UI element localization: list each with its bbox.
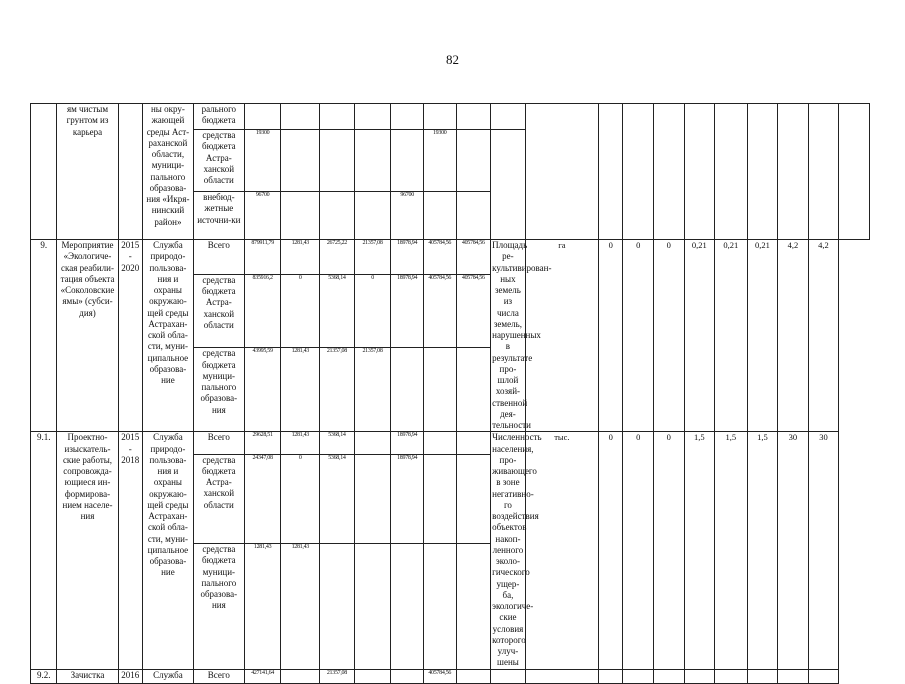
cell-91-executor: Служба природо-пользова-ния и охраны окружаю-щей среды Астрахан-ской обла-сти, муни-ципальное образова-ние: [142, 432, 193, 669]
cell-9-reg-2018: 18978,94: [391, 274, 424, 347]
cell-92-src-all: Всего: [193, 669, 244, 683]
cell-cont-ext-2020: 96700: [391, 192, 424, 240]
cell-9-all-2015: 1281,43: [281, 240, 320, 275]
cell-cont-reg-total: 19300: [244, 130, 281, 192]
cell-9-mun-total: 43995,59: [244, 348, 281, 432]
cell-9-src-all: Всего: [193, 240, 244, 275]
cell-cont-event: ям чистым грунтом из карьера: [57, 104, 118, 240]
cell-91-all-2015: 1281,43: [281, 432, 320, 454]
cell-9-executor: Служба природо-пользова-ния и охраны окружаю-щей среды Астрахан-ской обла-сти, муни-ципальное образова-ние: [142, 240, 193, 432]
cell-9-reg-2016: 5368,14: [320, 274, 355, 347]
cell-92-executor: Служба: [142, 669, 193, 683]
cell-cont-num: [31, 104, 57, 240]
cell-9-ind-7: 4,2: [808, 240, 839, 432]
period-9-start: 2015: [121, 240, 140, 250]
cell-91-mun-total: 1281,43: [244, 544, 281, 669]
cell-9-reg-2015: 0: [281, 274, 320, 347]
cell-9-unit: га: [525, 240, 598, 432]
cell-92-all-2016: 21357,08: [320, 669, 355, 683]
period-91-dash: -: [128, 443, 132, 454]
cell-91-src-mun: средства бюджета муници-пального образова-ния: [193, 544, 244, 669]
cell-91-reg-2015: 0: [281, 454, 320, 544]
cell-91-src-reg: средства бюджета Астра-ханской области: [193, 454, 244, 544]
cell-9-reg-2017: 0: [354, 274, 391, 347]
cell-91-ind-5: 1,5: [747, 432, 778, 669]
cell-9-ind-3: 0,21: [684, 240, 715, 432]
cell-9-reg-2020: 405784,56: [456, 274, 491, 347]
table-row-91-all: [31, 432, 870, 454]
cell-9-ind-5: 0,21: [747, 240, 778, 432]
cell-91-all-2016: 5368,14: [320, 432, 355, 454]
cell-91-ind-6: 30: [778, 432, 809, 669]
cell-9-reg-2019: 405784,56: [423, 274, 456, 347]
cell-9-all-2017: 21357,08: [354, 240, 391, 275]
cell-91-ind-7: 30: [808, 432, 839, 669]
table-row-92-all: [31, 669, 870, 683]
cell-9-src-reg: средства бюджета Астра-ханской области: [193, 274, 244, 347]
cell-9-mun-2017: 21357,08: [354, 348, 391, 432]
cell-91-mun-2015: 1281,43: [281, 544, 320, 669]
period-9-end: 2020: [121, 262, 140, 273]
cell-cont-src-ext: внебюд-жетные источни-ки: [193, 192, 244, 240]
period-9-dash: -: [128, 251, 132, 262]
cell-91-ind-4: 1,5: [715, 432, 748, 669]
cell-9-indicator: Площадь ре-культивирован-ных земель из числа земель, нарушенных в результате про-шлой хозяй-ственной дея-тельности: [492, 240, 552, 430]
cell-9-src-mun: средства бюджета муници-пального образова-ния: [193, 348, 244, 432]
cell-9-ind-1: 0: [623, 240, 654, 432]
cell-91-reg-2018: 18978,94: [391, 454, 424, 544]
cell-9-all-2019: 405784,56: [423, 240, 456, 275]
cell-91-indicator: Численность населения, про-живающего в зоне негативно-го воздействия объектов накоп-ленного эколо-гического ущер-ба, экологиче-ские условия которого улуч-шены: [492, 432, 542, 668]
page-number: 82: [446, 52, 459, 67]
cell-9-num: 9.: [31, 240, 57, 432]
cell-91-period: [118, 432, 142, 669]
cell-cont-src-reg: средства бюджета Астра-ханской области: [193, 130, 244, 192]
cell-9-event: Мероприятие «Экологиче-ская реабили-тация объекта «Соколовские ямы» (субси-дия): [57, 240, 118, 432]
cell-91-ind-1: 0: [623, 432, 654, 669]
cell-91-unit: тыс.: [525, 432, 598, 669]
cell-92-event: Зачистка: [57, 669, 118, 683]
table-row-cont-mun: [31, 104, 870, 130]
cell-9-ind-4: 0,21: [715, 240, 748, 432]
cell-cont-indicator: [525, 104, 598, 240]
cell-9-all-2020: 405784,56: [456, 240, 491, 275]
cell-cont-ext-total: 96700: [244, 192, 281, 240]
cell-92-all-2019: 405784,56: [423, 669, 456, 683]
cell-91-reg-2016: 5368,14: [320, 454, 355, 544]
cell-91-ind-3: 1,5: [684, 432, 715, 669]
table-row-9-all: [31, 240, 870, 275]
cell-9-all-2018: 18978,94: [391, 240, 424, 275]
program-table-sheet: [30, 103, 870, 684]
cell-9-ind-6: 4,2: [778, 240, 809, 432]
cell-9-reg-total: 835916,2: [244, 274, 281, 347]
cell-91-ind-2: 0: [653, 432, 684, 669]
period-91-end: 2018: [121, 454, 140, 465]
cell-91-ind-0: 0: [599, 432, 623, 669]
cell-9-ind-2: 0: [653, 240, 684, 432]
cell-92-all-total: 427141,64: [244, 669, 281, 683]
cell-9-all-total: 879911,79: [244, 240, 281, 275]
cell-91-all-total: 29628,51: [244, 432, 281, 454]
cell-9-all-2016: 26725,22: [320, 240, 355, 275]
cell-91-reg-total: 24347,08: [244, 454, 281, 544]
cell-9-mun-2015: 1281,43: [281, 348, 320, 432]
cell-91-event: Проектно-изыскатель-ские работы, сопровожда-ющиеся ин-формирова-нием населе-ния: [57, 432, 118, 669]
program-activities-table: [30, 103, 870, 684]
cell-cont-executor: ны окру-жающей среды Аст-раханской области, муници-пального образова-ния «Икря-нинский район»: [142, 104, 193, 240]
cell-92-num: 9.2.: [31, 669, 57, 683]
cell-91-src-all: Всего: [193, 432, 244, 454]
cell-cont-src-mun: рального бюджета: [193, 104, 244, 130]
cell-92-period: 2016: [118, 669, 142, 683]
cell-9-ind-0: 0: [599, 240, 623, 432]
cell-cont-period: [118, 104, 142, 240]
period-91-start: 2015: [121, 432, 140, 443]
cell-cont-reg-2021: 19300: [423, 130, 456, 192]
cell-91-all-2018: 18978,94: [391, 432, 424, 454]
cell-9-mun-2016: 21357,08: [320, 348, 355, 432]
cell-9-period: [118, 240, 142, 432]
cell-91-num: 9.1.: [31, 432, 57, 669]
